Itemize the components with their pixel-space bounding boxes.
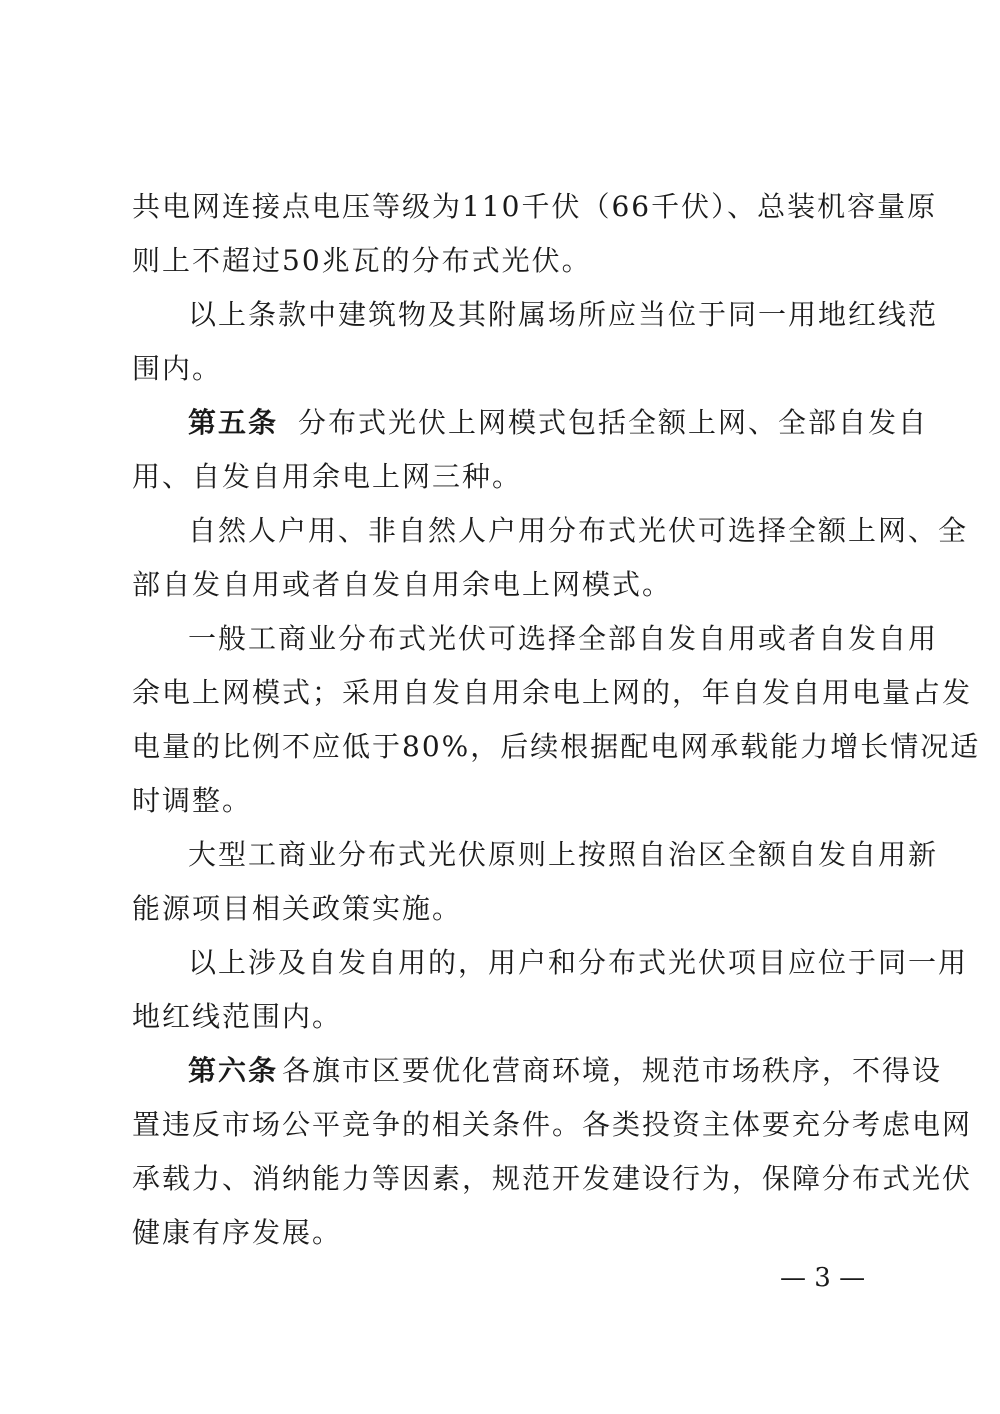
body-line: 自然人户用、非自然人户用分布式光伏可选择全额上网、全: [188, 514, 969, 547]
body-line: 围内。: [132, 352, 223, 385]
body-line: 各旗市区要优化营商环境，规范市场秩序，不得设: [282, 1054, 943, 1087]
body-line: 能源项目相关政策实施。: [132, 892, 463, 925]
article-six-heading: 第六条: [188, 1054, 279, 1087]
body-line: 地红线范围内。: [132, 1000, 343, 1033]
body-line: 分布式光伏上网模式包括全额上网、全部自发自: [298, 406, 929, 439]
body-line: 置违反市场公平竞争的相关条件。各类投资主体要充分考虑电网: [132, 1108, 973, 1141]
body-line: 一般工商业分布式光伏可选择全部自发自用或者自发自用: [188, 622, 939, 655]
body-line: 用、自发自用余电上网三种。: [132, 460, 523, 493]
body-line: 时调整。: [132, 784, 253, 817]
body-line: 健康有序发展。: [132, 1216, 343, 1249]
body-line: 以上涉及自发自用的，用户和分布式光伏项目应位于同一用: [188, 946, 969, 979]
body-line: 电量的比例不应低于80%，后续根据配电网承载能力增长情况适: [132, 730, 981, 763]
body-line: 部自发自用或者自发自用余电上网模式。: [132, 568, 673, 601]
body-line: 共电网连接点电压等级为110千伏（66千伏）、总装机容量原: [132, 190, 938, 223]
article-five-heading: 第五条: [188, 406, 279, 439]
body-line: 余电上网模式；采用自发自用余电上网的，年自发自用电量占发: [132, 676, 973, 709]
page-number: — 3 —: [780, 1263, 866, 1293]
body-line: 以上条款中建筑物及其附属场所应当位于同一用地红线范: [188, 298, 939, 331]
body-line: 则上不超过50兆瓦的分布式光伏。: [132, 244, 592, 277]
body-line: 承载力、消纳能力等因素，规范开发建设行为，保障分布式光伏: [132, 1162, 973, 1195]
body-line: 大型工商业分布式光伏原则上按照自治区全额自发自用新: [188, 838, 939, 871]
